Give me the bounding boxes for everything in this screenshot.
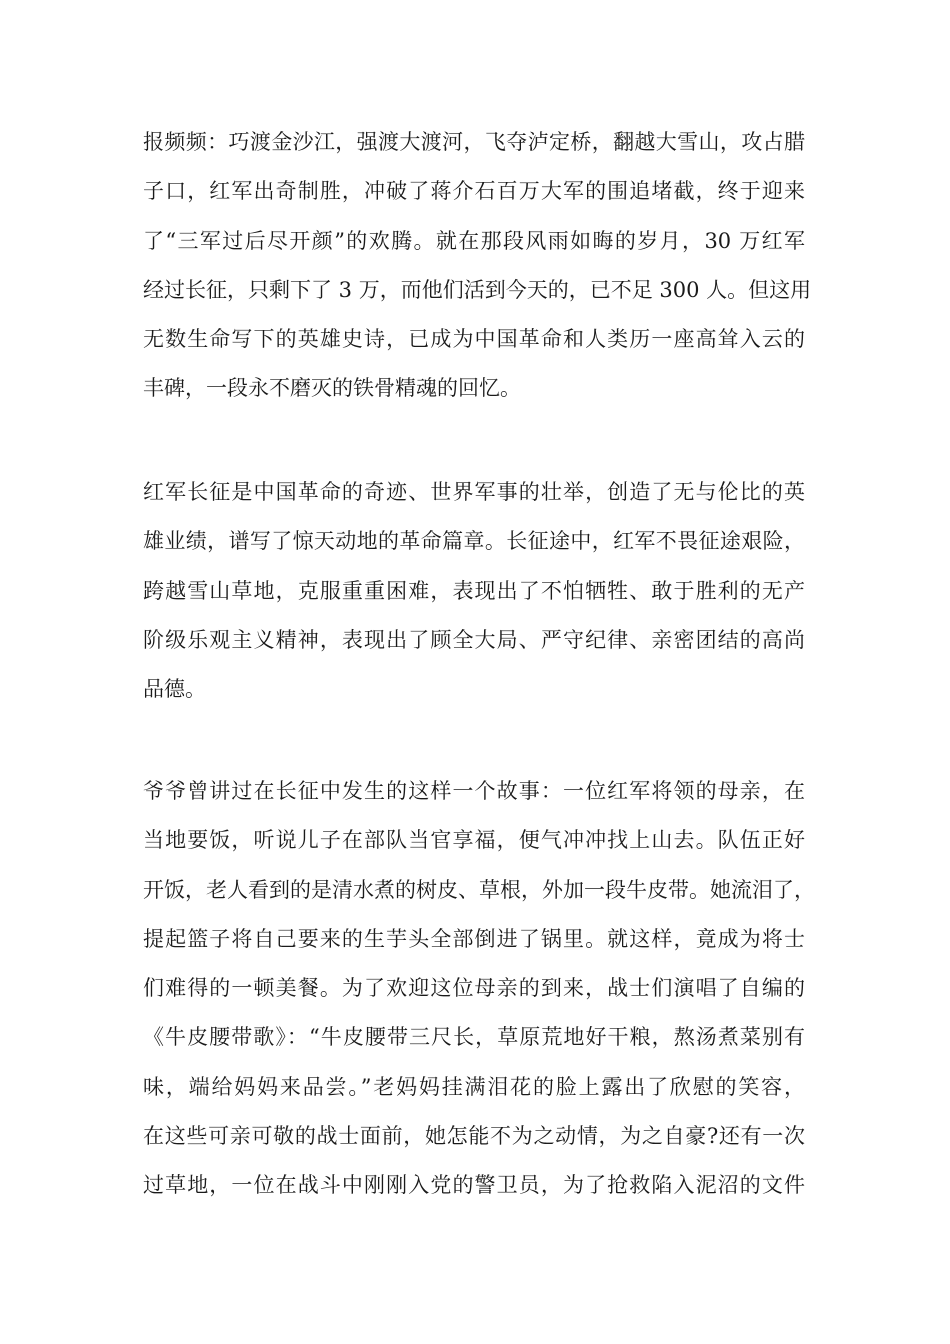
text-line: 品德。 <box>143 677 206 702</box>
text-line: 报频频：巧渡金沙江，强渡大渡河，飞夺泸定桥，翻越大雪山，攻占腊 <box>143 130 805 154</box>
text-line: 过草地，一位在战斗中刚刚入党的警卫员，为了抢救陷入泥沼的文件 <box>143 1173 805 1198</box>
paragraph-2 <box>143 468 823 714</box>
text-line: 爷爷曾讲过在长征中发生的这样一个故事：一位红军将领的母亲，在 <box>143 779 805 803</box>
text-line: 子口，红军出奇制胜，冲破了蒋介石百万大军的围追堵截，终于迎来 <box>143 179 805 204</box>
text-line: 阶级乐观主义精神，表现出了顾全大局、严守纪律、亲密团结的高尚 <box>143 627 805 652</box>
text-line: 当地要饭，听说儿子在部队当官享福，便气冲冲找上山去。队伍正好 <box>143 828 805 853</box>
text-line: 们难得的一顿美餐。为了欢迎这位母亲的到来，战士们演唱了自编的 <box>143 976 805 1001</box>
text-line: 了“三军过后尽开颜”的欢腾。就在那段风雨如晦的岁月，30 万红军 <box>143 228 805 253</box>
paragraph-1 <box>143 118 823 414</box>
text-line: 经过长征，只剩下了 3 万，而他们活到今天的，已不足 300 人。但这用 <box>143 277 812 302</box>
text-line: 在这些可亲可敬的战士面前，她怎能不为之动情，为之自豪?还有一次 <box>143 1124 805 1149</box>
text-line: 味，端给妈妈来品尝。”老妈妈挂满泪花的脸上露出了欣慰的笑容， <box>143 1074 805 1099</box>
text-line: 《牛皮腰带歌》：“牛皮腰带三尺长，草原荒地好干粮，熬汤煮菜别有 <box>143 1025 805 1050</box>
text-line: 无数生命写下的英雄史诗，已成为中国革命和人类历一座高耸入云的 <box>143 327 805 352</box>
text-line: 跨越雪山草地，克服重重困难，表现出了不怕牺牲、敢于胜利的无产 <box>143 578 805 603</box>
text-line: 开饭，老人看到的是清水煮的树皮、草根，外加一段牛皮带。她流泪了， <box>143 877 815 902</box>
paragraph-3 <box>143 767 823 1211</box>
text-line: 提起篮子将自己要来的生芋头全部倒进了锅里。就这样，竟成为将士 <box>143 926 805 951</box>
text-line: 丰碑，一段永不磨灭的铁骨精魂的回忆。 <box>143 376 521 401</box>
text-line: 雄业绩，谱写了惊天动地的革命篇章。长征途中，红军不畏征途艰险， <box>143 529 805 554</box>
text-line: 红军长征是中国革命的奇迹、世界军事的壮举，创造了无与伦比的英 <box>143 480 805 504</box>
